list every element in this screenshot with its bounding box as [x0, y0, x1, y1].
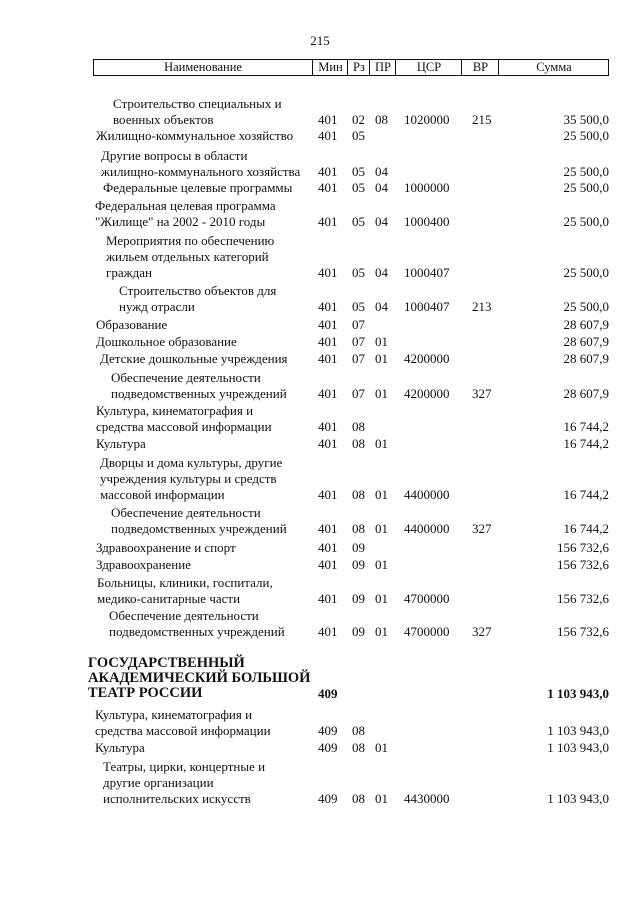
page-number: 215: [310, 33, 330, 48]
row-vr: 327: [472, 386, 492, 401]
row-sum: 25 500,0: [563, 265, 609, 280]
header-min: Мин: [312, 60, 348, 75]
row-rz: 08: [352, 791, 365, 806]
row-csr: 1000400: [404, 214, 450, 229]
row-rz: 08: [352, 436, 365, 451]
row-csr: 1000000: [404, 180, 450, 195]
row-min: 409: [318, 791, 338, 806]
row-vr: 327: [472, 521, 492, 536]
header-sum: Сумма: [498, 60, 609, 75]
row-pr: 04: [375, 214, 388, 229]
row-csr: 4700000: [404, 591, 450, 606]
row-sum: 1 103 943,0: [547, 740, 609, 755]
row-sum: 156 732,6: [557, 591, 609, 606]
row-name: Дворцы и дома культуры, другие учреждения культуры и средств массовой информации: [100, 455, 283, 502]
row-pr: 01: [375, 624, 388, 639]
row-min: 401: [318, 436, 338, 451]
row-name: Федеральная целевая программа "Жилище" на 2002 - 2010 годы: [95, 198, 276, 229]
row-min: 401: [318, 351, 338, 366]
row-pr: 01: [375, 591, 388, 606]
row-min: 401: [318, 557, 338, 572]
row-sum: 28 607,9: [563, 386, 609, 401]
row-sum: 16 744,2: [563, 419, 609, 434]
row-min: 401: [318, 317, 338, 332]
row-csr: 4400000: [404, 521, 450, 536]
row-pr: 04: [375, 164, 388, 179]
row-sum: 1 103 943,0: [547, 723, 609, 738]
row-min: 401: [318, 299, 338, 314]
row-min: 401: [318, 487, 338, 502]
row-sum: 1 103 943,0: [547, 686, 609, 701]
row-rz: 08: [352, 487, 365, 502]
row-rz: 05: [352, 299, 365, 314]
row-pr: 01: [375, 740, 388, 755]
row-pr: 01: [375, 791, 388, 806]
row-sum: 156 732,6: [557, 540, 609, 555]
row-rz: 05: [352, 180, 365, 195]
row-sum: 28 607,9: [563, 317, 609, 332]
row-name: Детские дошкольные учреждения: [100, 351, 288, 366]
row-min: 401: [318, 334, 338, 349]
row-vr: 215: [472, 112, 492, 127]
row-name: Культура, кинематография и средства массовой информации: [95, 707, 271, 738]
row-rz: 08: [352, 723, 365, 738]
row-rz: 05: [352, 164, 365, 179]
header-vr: ВР: [461, 60, 499, 75]
row-sum: 156 732,6: [557, 557, 609, 572]
row-sum: 156 732,6: [557, 624, 609, 639]
row-min: 401: [318, 265, 338, 280]
row-pr: 04: [375, 265, 388, 280]
row-name: Здравоохранение: [96, 557, 191, 572]
row-name: Культура: [95, 740, 145, 755]
row-name: Федеральные целевые программы: [103, 180, 293, 195]
row-pr: 01: [375, 334, 388, 349]
row-min: 401: [318, 112, 338, 127]
row-pr: 01: [375, 557, 388, 572]
row-pr: 01: [375, 521, 388, 536]
row-csr: 1000407: [404, 299, 450, 314]
row-sum: 25 500,0: [563, 299, 609, 314]
row-pr: 01: [375, 487, 388, 502]
header-rz: Рз: [347, 60, 370, 75]
row-name: Мероприятия по обеспечению жильем отдельных категорий граждан: [106, 233, 275, 280]
row-name: Обеспечение деятельности подведомственных учреждений: [111, 370, 287, 401]
row-min: 401: [318, 624, 338, 639]
row-sum: 28 607,9: [563, 334, 609, 349]
header-name: Наименование: [164, 60, 242, 74]
row-name: Культура, кинематография и средства массовой информации: [96, 403, 272, 434]
row-sum: 16 744,2: [563, 487, 609, 502]
row-rz: 09: [352, 624, 365, 639]
row-sum: 16 744,2: [563, 436, 609, 451]
row-rz: 09: [352, 591, 365, 606]
row-rz: 05: [352, 265, 365, 280]
row-name: Культура: [96, 436, 146, 451]
row-rz: 07: [352, 334, 365, 349]
header-csr: ЦСР: [395, 60, 462, 75]
row-name: Другие вопросы в области жилищно-коммунального хозяйства: [101, 148, 301, 179]
row-name: Строительство специальных и военных объектов: [113, 96, 282, 127]
row-csr: 4200000: [404, 386, 450, 401]
row-sum: 25 500,0: [563, 180, 609, 195]
row-pr: 01: [375, 386, 388, 401]
row-pr: 01: [375, 351, 388, 366]
row-name: Строительство объектов для нужд отрасли: [119, 283, 277, 314]
row-rz: 07: [352, 317, 365, 332]
row-csr: 1020000: [404, 112, 450, 127]
row-pr: 04: [375, 299, 388, 314]
row-name: Театры, цирки, концертные и другие организации исполнительских искусств: [103, 759, 266, 806]
row-sum: 25 500,0: [563, 214, 609, 229]
row-min: 401: [318, 180, 338, 195]
row-sum: 28 607,9: [563, 351, 609, 366]
row-name: Дошкольное образование: [96, 334, 237, 349]
row-min: 409: [318, 740, 338, 755]
row-min: 401: [318, 128, 338, 143]
row-min: 401: [318, 164, 338, 179]
row-sum: 16 744,2: [563, 521, 609, 536]
row-rz: 08: [352, 740, 365, 755]
row-rz: 05: [352, 214, 365, 229]
row-sum: 1 103 943,0: [547, 791, 609, 806]
row-vr: 327: [472, 624, 492, 639]
row-sum: 25 500,0: [563, 164, 609, 179]
row-rz: 09: [352, 540, 365, 555]
row-pr: 08: [375, 112, 388, 127]
row-min: 409: [318, 686, 338, 701]
row-rz: 07: [352, 351, 365, 366]
row-name: Обеспечение деятельности подведомственных учреждений: [109, 608, 285, 639]
row-min: 409: [318, 723, 338, 738]
row-csr: 4400000: [404, 487, 450, 502]
header-pr: ПР: [369, 60, 396, 75]
row-sum: 25 500,0: [563, 128, 609, 143]
row-min: 401: [318, 419, 338, 434]
row-rz: 08: [352, 419, 365, 434]
row-csr: 4200000: [404, 351, 450, 366]
row-rz: 07: [352, 386, 365, 401]
row-csr: 4700000: [404, 624, 450, 639]
row-min: 401: [318, 540, 338, 555]
row-csr: 1000407: [404, 265, 450, 280]
row-name: Образование: [96, 317, 168, 332]
row-min: 401: [318, 214, 338, 229]
row-pr: 04: [375, 180, 388, 195]
row-name: Жилищно-коммунальное хозяйство: [96, 128, 294, 143]
row-rz: 05: [352, 128, 365, 143]
row-min: 401: [318, 386, 338, 401]
row-name: ГОСУДАРСТВЕННЫЙ АКАДЕМИЧЕСКИЙ БОЛЬШОЙ ТЕАТР РОССИИ: [88, 655, 311, 701]
row-rz: 08: [352, 521, 365, 536]
row-name: Обеспечение деятельности подведомственных учреждений: [111, 505, 287, 536]
row-name: Здравоохранение и спорт: [96, 540, 236, 555]
row-csr: 4430000: [404, 791, 450, 806]
row-min: 401: [318, 591, 338, 606]
row-name: Больницы, клиники, госпитали, медико-санитарные части: [97, 575, 273, 606]
row-rz: 09: [352, 557, 365, 572]
row-vr: 213: [472, 299, 492, 314]
row-pr: 01: [375, 436, 388, 451]
row-min: 401: [318, 521, 338, 536]
row-rz: 02: [352, 112, 365, 127]
row-sum: 35 500,0: [563, 112, 609, 127]
